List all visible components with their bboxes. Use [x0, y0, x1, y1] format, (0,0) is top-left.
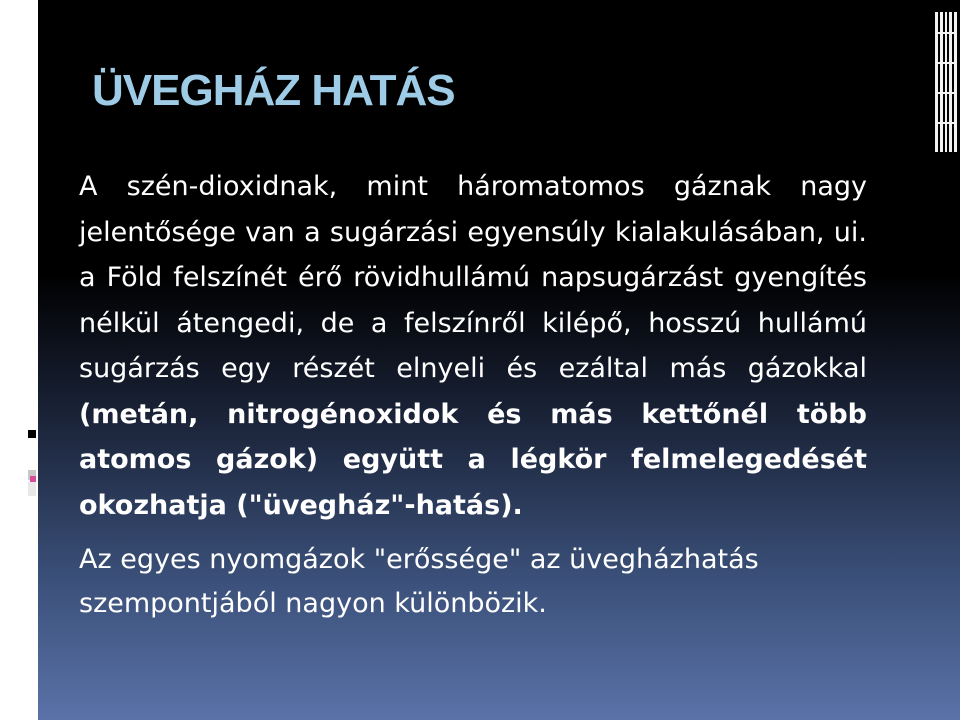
paragraph-secondary: Az egyes nyomgázok "erőssége" az üvegházhatás szempontjából nagyon különbözik. — [79, 544, 759, 619]
slide-body — [79, 164, 867, 626]
paragraph-main-bold-text: (metán, nitrogénoxidok és más kettőnél több atomos gázok) együtt a légkör felmelegedését okozhatja ("üvegház"-hatás). — [79, 398, 867, 521]
paragraph-main-text: A szén-dioxidnak, mint háromatomos gáznak nagy jelentősége van a sugárzási egyensúly kialakulásában, ui. a Föld felszínét érő rövidhullámú napsugárzást gyengítés nélkül átengedi, de a felszínről kilépő, hosszú hullámú sugárzás egy részét elnyeli és ezáltal más gázokkal — [79, 171, 867, 384]
paragraph-main — [79, 164, 867, 528]
decor-stripe — [28, 482, 36, 496]
left-decor-bar — [0, 0, 38, 720]
decor-stripe — [28, 430, 36, 438]
slide-title: ÜVEGHÁZ HATÁS — [92, 66, 455, 115]
corner-grid-decoration — [935, 12, 957, 152]
